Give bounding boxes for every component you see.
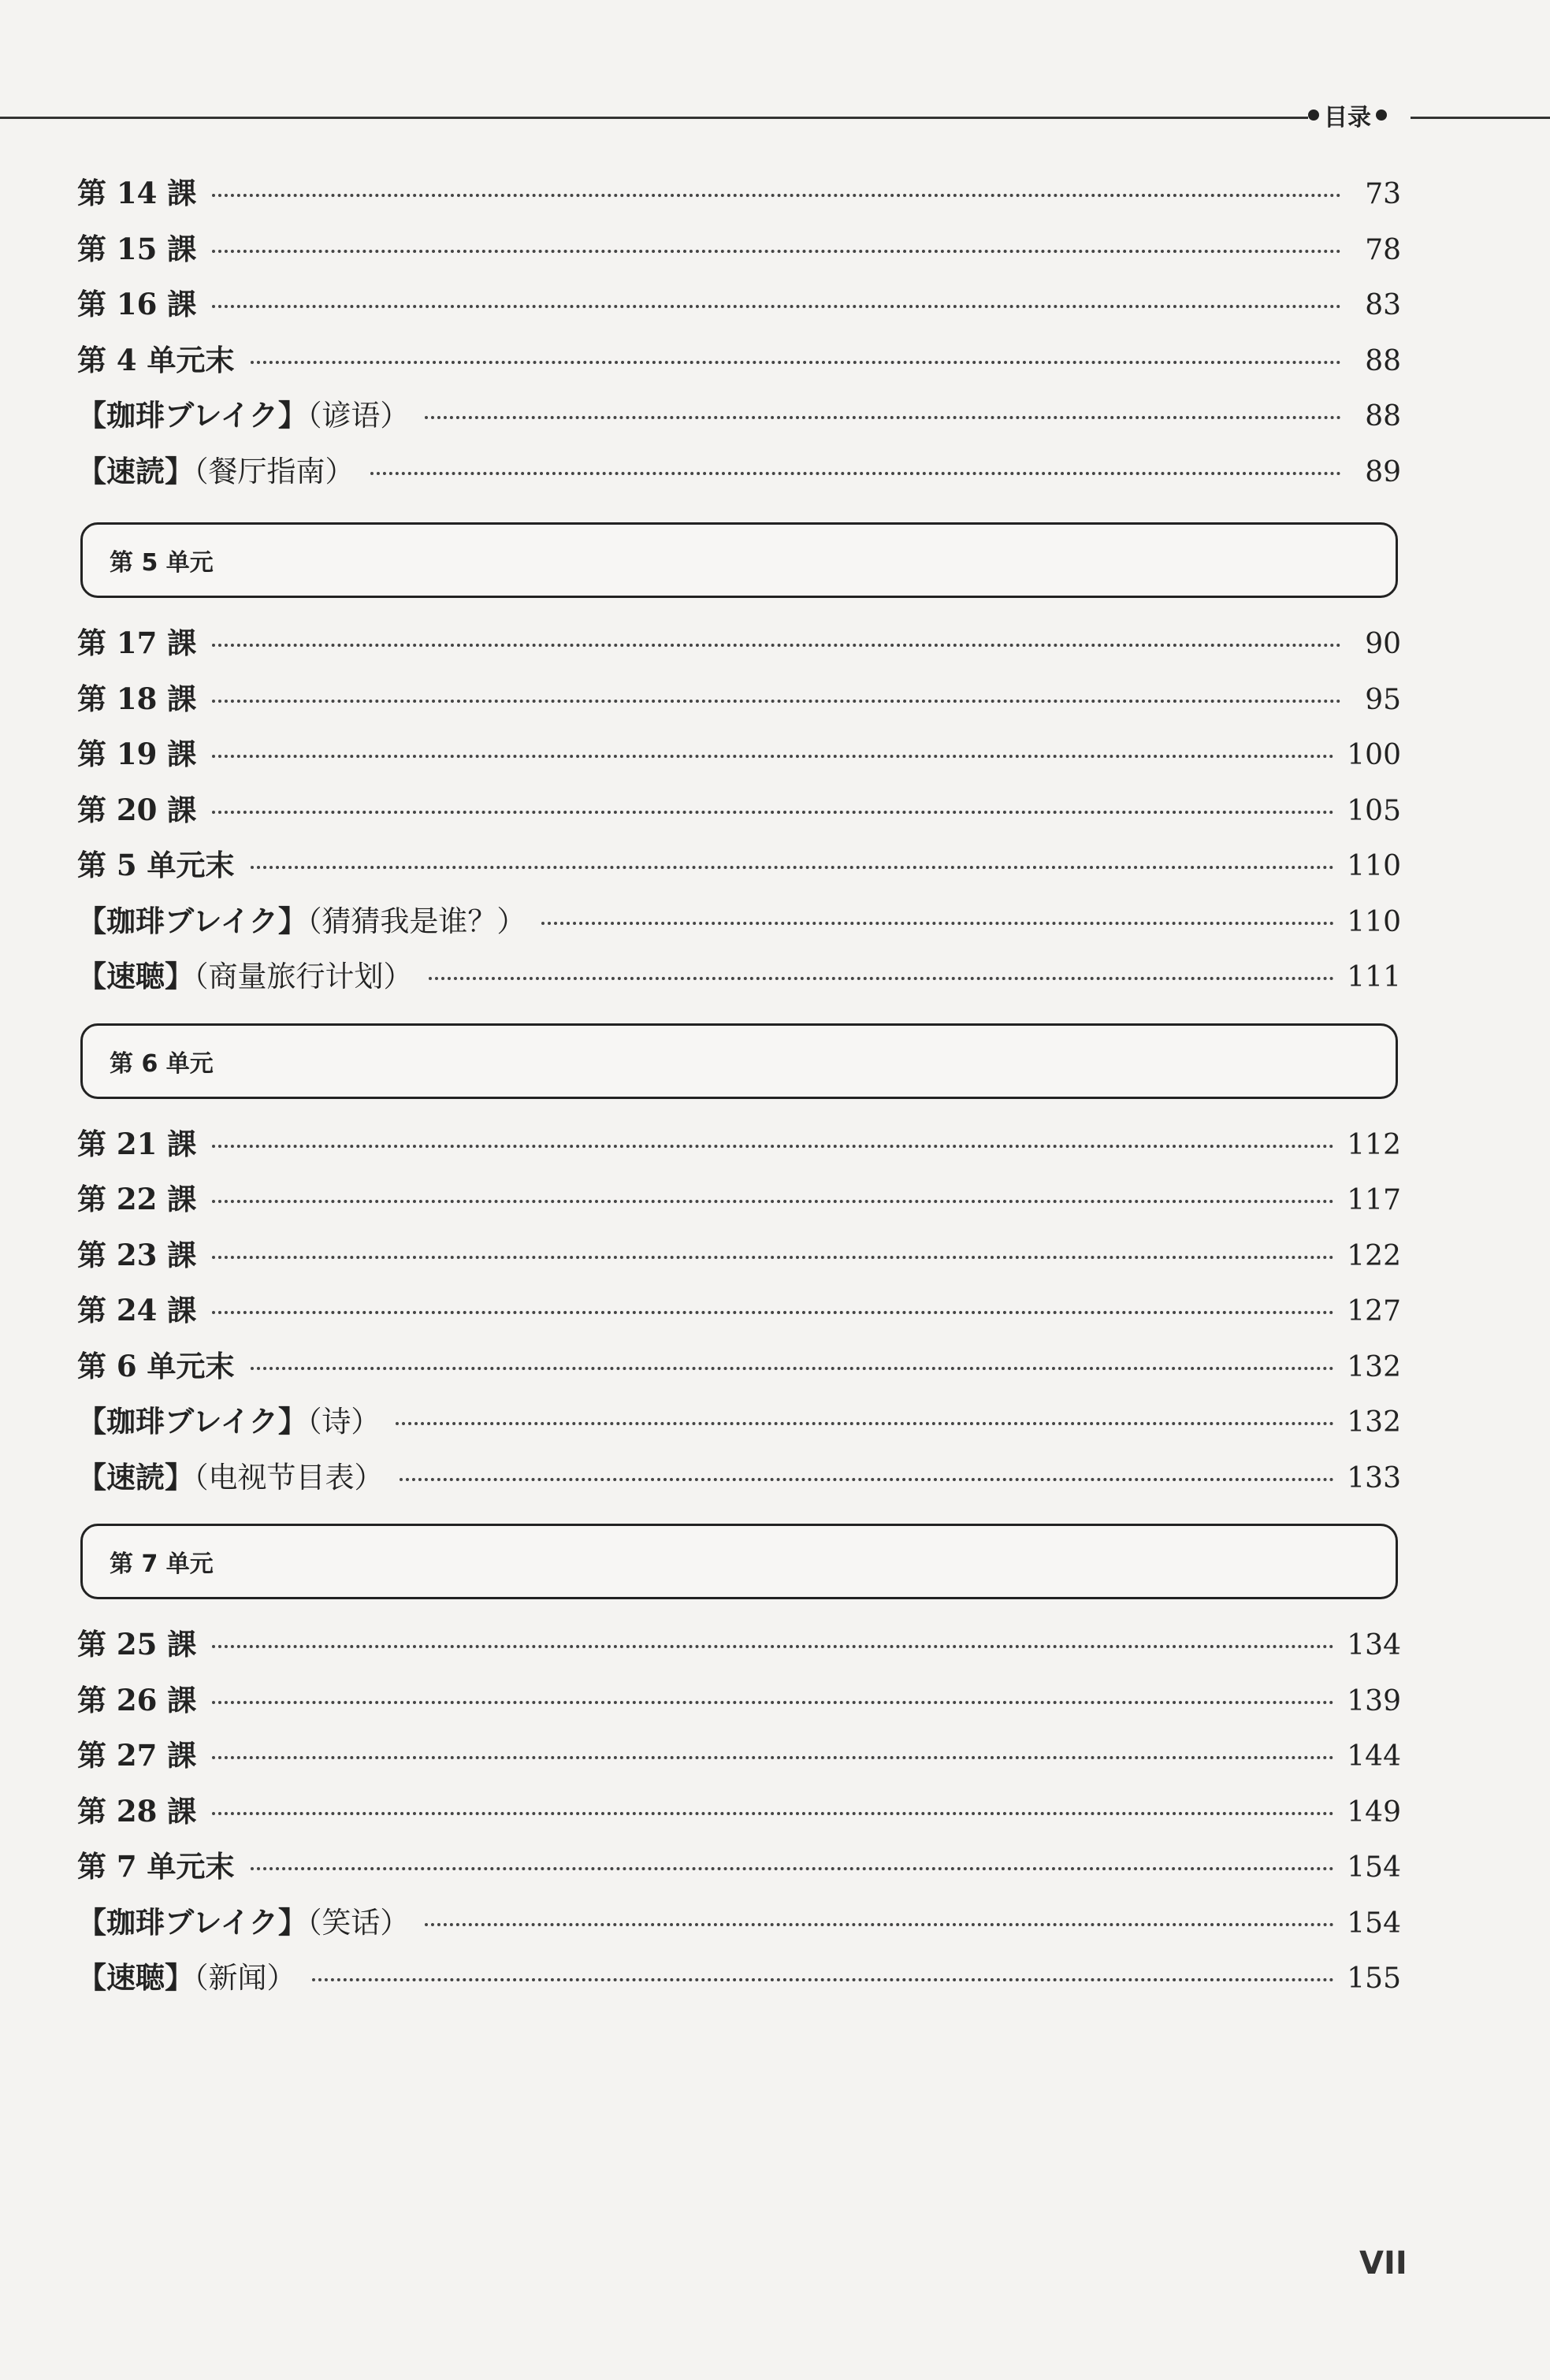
dot-leader [251,1367,1335,1370]
toc-entry-label [77,782,196,838]
toc-entry[interactable] [77,1839,1401,1895]
toc-entry-title: 第 17 課 [77,626,197,660]
running-header-title: 目录 [1324,104,1371,132]
dot-leader [212,1645,1334,1648]
toc-entry[interactable] [77,837,1401,893]
toc-entry-page: 132 [1347,1350,1401,1383]
toc-entry-label [77,1839,235,1895]
toc-entry-title: 第 14 課 [77,176,197,210]
toc-entry-page: 95 [1365,683,1401,716]
toc-entry[interactable] [77,1950,1401,2006]
table-of-contents [77,165,1401,2006]
toc-entry-label [77,1728,196,1784]
toc-entry-title: 第 6 单元末 [77,1348,235,1383]
header-rule-right [1411,117,1550,119]
toc-entry-title: 第 5 单元末 [77,848,235,882]
dot-leader [212,811,1334,814]
toc-entry-page: 88 [1365,344,1401,377]
toc-entry-label [77,388,409,444]
running-header [1308,98,1387,132]
toc-entry-page: 139 [1347,1684,1401,1717]
toc-entry-title: 第 22 課 [77,1182,197,1216]
toc-entry-subtitle: （新闻） [194,1961,296,1995]
toc-entry[interactable] [77,1283,1401,1339]
toc-entry[interactable] [77,726,1401,782]
toc-entry[interactable] [77,1617,1401,1673]
toc-entry[interactable] [77,893,1401,949]
toc-entry-title: 第 20 課 [77,792,197,827]
toc-entry-page: 133 [1347,1461,1401,1494]
bullet-icon [1376,110,1387,121]
toc-entry-label [77,332,235,388]
unit-heading: 第 7 单元 [80,1524,1398,1599]
header-rule [0,117,1308,119]
toc-entry[interactable] [77,782,1401,838]
dot-leader [251,866,1335,869]
dot-leader [370,472,1342,475]
dot-leader [429,977,1335,980]
toc-entry[interactable] [77,388,1401,444]
toc-entry-title: 第 15 課 [77,231,197,266]
toc-entry-subtitle: （电视节目表） [194,1460,384,1494]
dot-leader [400,1478,1335,1481]
toc-entry-label [77,615,196,671]
toc-entry-label [77,949,413,1005]
toc-entry[interactable] [77,1450,1401,1506]
toc-entry-label [77,1895,409,1951]
toc-entry-title: 第 7 单元末 [77,1849,235,1884]
toc-entry-subtitle: （商量旅行计划） [194,960,413,993]
dot-leader [212,305,1341,308]
toc-entry-page: 110 [1347,905,1401,938]
dot-leader [212,700,1341,703]
dot-leader [251,1867,1335,1870]
toc-entry-label [77,1784,196,1840]
toc-entry-label [77,221,196,277]
toc-entry-page: 154 [1347,1851,1401,1884]
toc-entry-subtitle: （猜猜我是谁？） [307,904,526,938]
toc-entry-title: 第 24 課 [77,1293,197,1327]
toc-entry-label [77,444,355,500]
toc-entry-page: 154 [1347,1907,1401,1940]
toc-entry-title: 【珈琲ブレイク】 [77,903,307,938]
toc-entry-title: 【速聴】 [77,1960,194,1995]
toc-entry-page: 155 [1347,1962,1401,1995]
dot-leader [212,755,1334,758]
dot-leader [312,1978,1335,1981]
toc-entry-label [77,837,235,893]
toc-entry-page: 149 [1347,1795,1401,1829]
toc-entry-page: 117 [1347,1184,1401,1216]
toc-entry-page: 144 [1347,1740,1401,1773]
toc-entry-label [77,277,196,332]
dot-leader [212,1256,1334,1259]
toc-entry[interactable] [77,1171,1401,1227]
toc-entry-subtitle: （餐厅指南） [194,454,355,488]
toc-entry-title: 第 18 課 [77,681,197,716]
toc-entry-label [77,1950,296,2007]
toc-entry-label [77,165,196,221]
toc-entry-label [77,1227,196,1283]
toc-entry[interactable] [77,1728,1401,1784]
toc-entry-page: 112 [1347,1128,1401,1161]
toc-entry-page: 132 [1347,1406,1401,1439]
dot-leader [541,922,1334,925]
toc-entry-label [77,1339,235,1394]
dot-leader [212,1701,1334,1704]
toc-entry-page: 88 [1365,400,1401,433]
toc-entry-page: 73 [1365,178,1401,210]
toc-entry-title: 第 19 課 [77,737,197,771]
toc-entry-page: 134 [1347,1629,1401,1662]
toc-entry-title: 第 26 課 [77,1682,197,1717]
toc-entry-label [77,1394,380,1450]
toc-entry-title: 【速聴】 [77,959,194,993]
toc-entry-title: 第 23 課 [77,1237,197,1272]
bullet-icon [1308,110,1319,121]
dot-leader [212,1311,1334,1314]
page-number: VII [1359,2245,1407,2282]
toc-entry[interactable] [77,165,1401,221]
dot-leader [425,416,1341,419]
toc-entry[interactable] [77,1116,1401,1172]
toc-entry-title: 【珈琲ブレイク】 [77,398,307,433]
toc-entry[interactable] [77,1339,1401,1394]
dot-leader [212,1145,1334,1148]
toc-entry-page: 111 [1347,961,1401,993]
toc-entry-title: 第 4 单元末 [77,342,235,377]
dot-leader [212,194,1341,197]
toc-entry[interactable] [77,277,1401,332]
toc-entry-page: 90 [1365,628,1401,660]
toc-entry-label [77,1283,196,1339]
toc-entry-page: 127 [1347,1295,1401,1327]
toc-entry[interactable] [77,949,1401,1004]
toc-entry-page: 100 [1347,739,1401,771]
dot-leader [212,1756,1334,1759]
toc-entry[interactable] [77,332,1401,388]
toc-entry-page: 89 [1365,455,1401,488]
toc-entry-label [77,893,526,950]
unit-heading: 第 5 单元 [80,522,1398,598]
toc-entry-label [77,1450,384,1506]
toc-entry-page: 110 [1347,850,1401,882]
dot-leader [212,644,1341,647]
toc-entry[interactable] [77,671,1401,727]
toc-entry[interactable] [77,615,1401,671]
dot-leader [212,1812,1334,1815]
toc-entry-label [77,671,196,727]
dot-leader [212,1200,1334,1203]
toc-entry[interactable] [77,444,1401,499]
toc-entry-page: 105 [1347,794,1401,827]
dot-leader [396,1422,1334,1425]
toc-entry-title: 【速読】 [77,453,194,488]
toc-entry-title: 【珈琲ブレイク】 [77,1904,307,1940]
toc-entry-title: 第 28 課 [77,1793,197,1829]
toc-entry-label [77,1673,196,1728]
toc-entry[interactable] [77,1673,1401,1728]
toc-entry-label [77,1171,196,1227]
toc-entry-subtitle: （笑话） [307,1905,410,1940]
dot-leader [425,1923,1334,1926]
toc-entry-title: 第 25 課 [77,1627,197,1662]
toc-entry[interactable] [77,1227,1401,1283]
toc-entry-page: 78 [1365,233,1401,266]
toc-entry-title: 【速読】 [77,1459,194,1494]
toc-entry-label [77,1617,196,1673]
unit-heading: 第 6 单元 [80,1023,1398,1099]
toc-entry-title: 第 16 課 [77,287,197,321]
toc-entry[interactable] [77,221,1401,277]
toc-entry-title: 第 21 課 [77,1126,197,1161]
toc-entry[interactable] [77,1394,1401,1450]
toc-entry-page: 122 [1347,1239,1401,1272]
toc-entry-subtitle: （谚语） [307,399,410,433]
dot-leader [212,250,1341,253]
toc-entry-title: 【珈琲ブレイク】 [77,1404,307,1439]
toc-entry-label [77,1116,196,1172]
toc-entry-title: 第 27 課 [77,1738,197,1773]
toc-entry[interactable] [77,1895,1401,1951]
toc-entry-label [77,726,196,782]
dot-leader [251,361,1341,364]
toc-entry-page: 83 [1365,289,1401,321]
toc-entry[interactable] [77,1784,1401,1840]
toc-entry-subtitle: （诗） [307,1405,381,1439]
